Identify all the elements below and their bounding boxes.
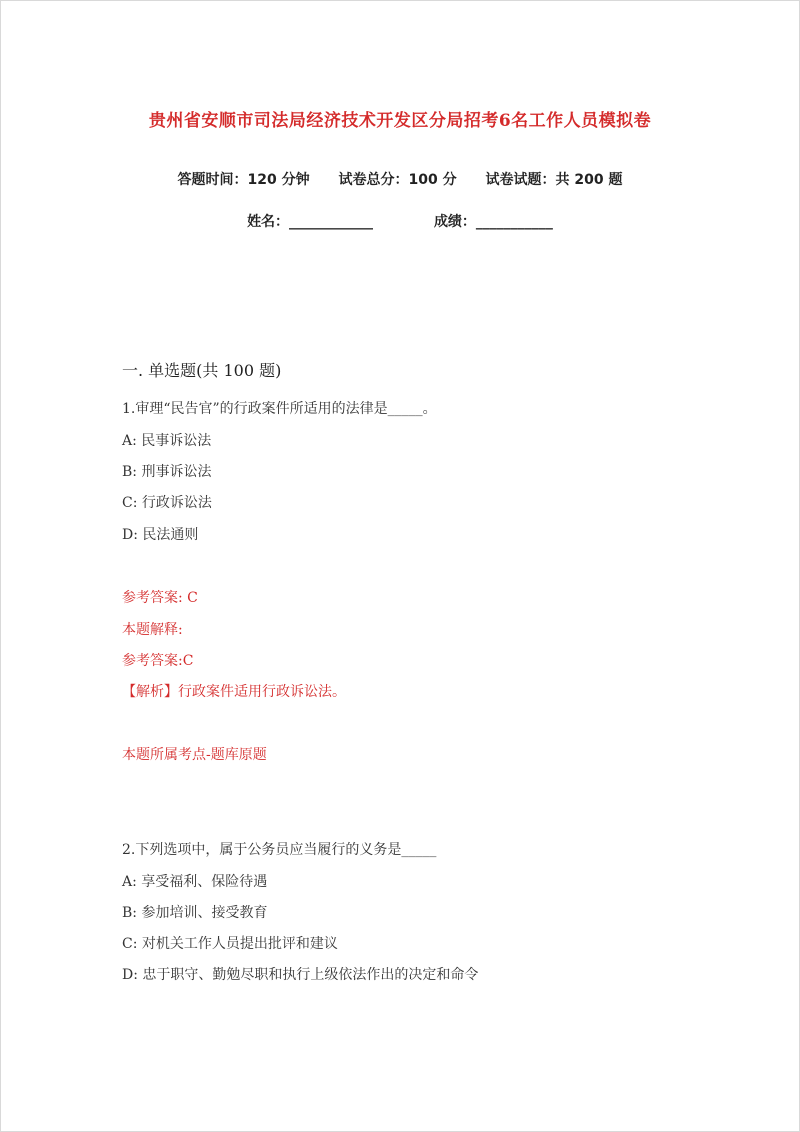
question-2-stem: 2.下列选项中，属于公务员应当履行的义务是_____ — [122, 842, 437, 858]
question-1-answer: 参考答案: C — [122, 590, 198, 606]
exam-question-count: 试卷试题：共 200 题 — [485, 172, 623, 188]
question-1-explain-label: 本题解释: — [122, 622, 183, 638]
document-title: 贵州省安顺市司法局经济技术开发区分局招考6名工作人员模拟卷 — [148, 111, 652, 131]
question-1-analysis: 【解析】行政案件适用行政诉讼法。 — [122, 684, 346, 700]
name-field: 姓名：____________ — [247, 214, 374, 230]
score-field: 成绩：___________ — [433, 214, 553, 230]
exam-time: 答题时间：120 分钟 — [177, 172, 310, 188]
question-1-stem: 1.审理“民告官”的行政案件所适用的法律是_____。 — [122, 401, 437, 417]
question-1-option-c: C: 行政诉讼法 — [122, 495, 212, 511]
candidate-fields — [0, 211, 800, 231]
question-2-option-b: B: 参加培训、接受教育 — [122, 905, 268, 921]
question-2-option-c: C: 对机关工作人员提出批评和建议 — [122, 936, 338, 952]
question-2-option-d: D: 忠于职守、勤勉尽职和执行上级依法作出的决定和命令 — [122, 967, 479, 983]
exam-total-score: 试卷总分：100 分 — [338, 172, 457, 188]
question-1-option-b: B: 刑事诉讼法 — [122, 464, 212, 480]
question-1-answer-repeat: 参考答案:C — [122, 653, 194, 669]
question-2-option-a: A: 享受福利、保险待遇 — [122, 874, 268, 890]
question-1-source: 本题所属考点-题库原题 — [122, 747, 267, 763]
question-1-option-a: A: 民事诉讼法 — [122, 433, 212, 449]
exam-meta — [0, 169, 800, 189]
question-1-option-d: D: 民法通则 — [122, 527, 199, 543]
section-title: 一. 单选题(共 100 题) — [122, 361, 282, 380]
